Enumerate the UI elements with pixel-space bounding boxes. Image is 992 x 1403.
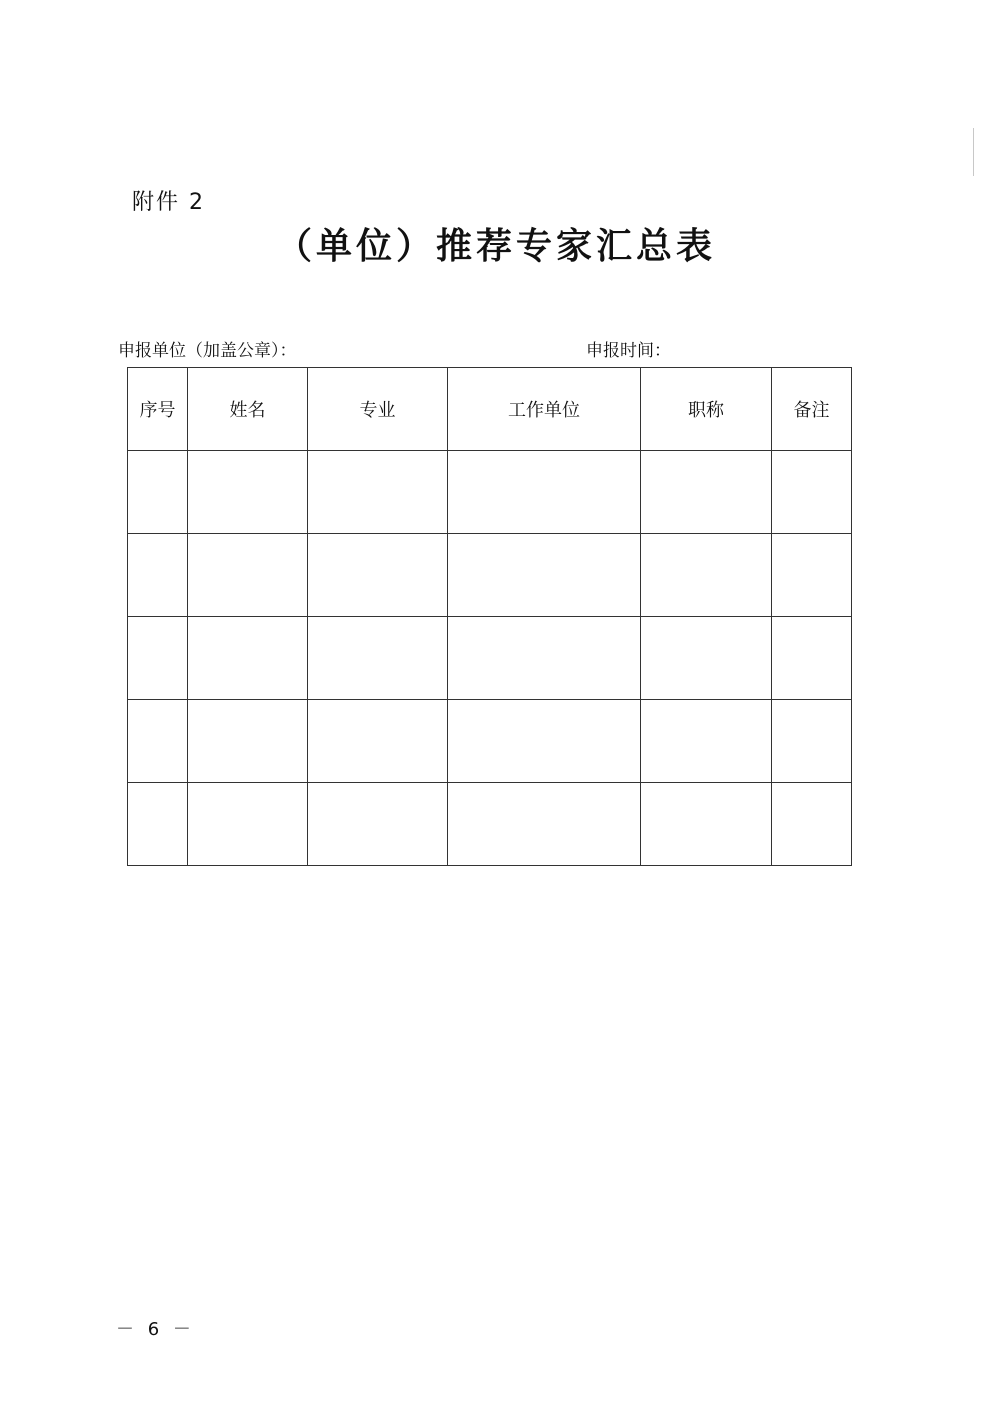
table-header-row bbox=[128, 368, 852, 451]
header-work-unit: 工作单位 bbox=[448, 368, 641, 451]
applicant-unit-label: 申报单位（加盖公章）： bbox=[118, 341, 297, 361]
cell-work-unit[interactable] bbox=[448, 451, 641, 534]
cell-serial-no[interactable] bbox=[128, 451, 188, 534]
cell-remarks[interactable] bbox=[772, 451, 852, 534]
cell-work-unit[interactable] bbox=[448, 783, 641, 866]
cell-work-unit[interactable] bbox=[448, 700, 641, 783]
cell-remarks[interactable] bbox=[772, 534, 852, 617]
table-row bbox=[128, 617, 852, 700]
cell-work-unit[interactable] bbox=[448, 534, 641, 617]
cell-specialty[interactable] bbox=[308, 534, 448, 617]
cell-name[interactable] bbox=[188, 451, 308, 534]
cell-remarks[interactable] bbox=[772, 783, 852, 866]
cell-serial-no[interactable] bbox=[128, 534, 188, 617]
cell-specialty[interactable] bbox=[308, 783, 448, 866]
cell-remarks[interactable] bbox=[772, 700, 852, 783]
application-time-label: 申报时间： bbox=[586, 341, 671, 361]
cell-title-rank[interactable] bbox=[641, 783, 772, 866]
cell-title-rank[interactable] bbox=[641, 451, 772, 534]
scan-edge-mark bbox=[973, 128, 974, 176]
cell-name[interactable] bbox=[188, 783, 308, 866]
header-title-rank: 职称 bbox=[641, 368, 772, 451]
cell-specialty[interactable] bbox=[308, 700, 448, 783]
cell-name[interactable] bbox=[188, 700, 308, 783]
table-row bbox=[128, 451, 852, 534]
header-remarks: 备注 bbox=[772, 368, 852, 451]
cell-serial-no[interactable] bbox=[128, 700, 188, 783]
table-row bbox=[128, 700, 852, 783]
cell-title-rank[interactable] bbox=[641, 617, 772, 700]
cell-serial-no[interactable] bbox=[128, 617, 188, 700]
page-number: － 6 － bbox=[116, 1319, 195, 1340]
cell-title-rank[interactable] bbox=[641, 700, 772, 783]
cell-work-unit[interactable] bbox=[448, 617, 641, 700]
cell-name[interactable] bbox=[188, 534, 308, 617]
header-serial-no: 序号 bbox=[128, 368, 188, 451]
header-name: 姓名 bbox=[188, 368, 308, 451]
page-title: （单位）推荐专家汇总表 bbox=[275, 226, 716, 267]
cell-title-rank[interactable] bbox=[641, 534, 772, 617]
cell-serial-no[interactable] bbox=[128, 783, 188, 866]
table-row bbox=[128, 783, 852, 866]
expert-summary-table bbox=[127, 367, 852, 866]
table-row bbox=[128, 534, 852, 617]
cell-specialty[interactable] bbox=[308, 451, 448, 534]
cell-remarks[interactable] bbox=[772, 617, 852, 700]
cell-specialty[interactable] bbox=[308, 617, 448, 700]
attachment-label: 附件 2 bbox=[132, 190, 205, 215]
cell-name[interactable] bbox=[188, 617, 308, 700]
header-specialty: 专业 bbox=[308, 368, 448, 451]
